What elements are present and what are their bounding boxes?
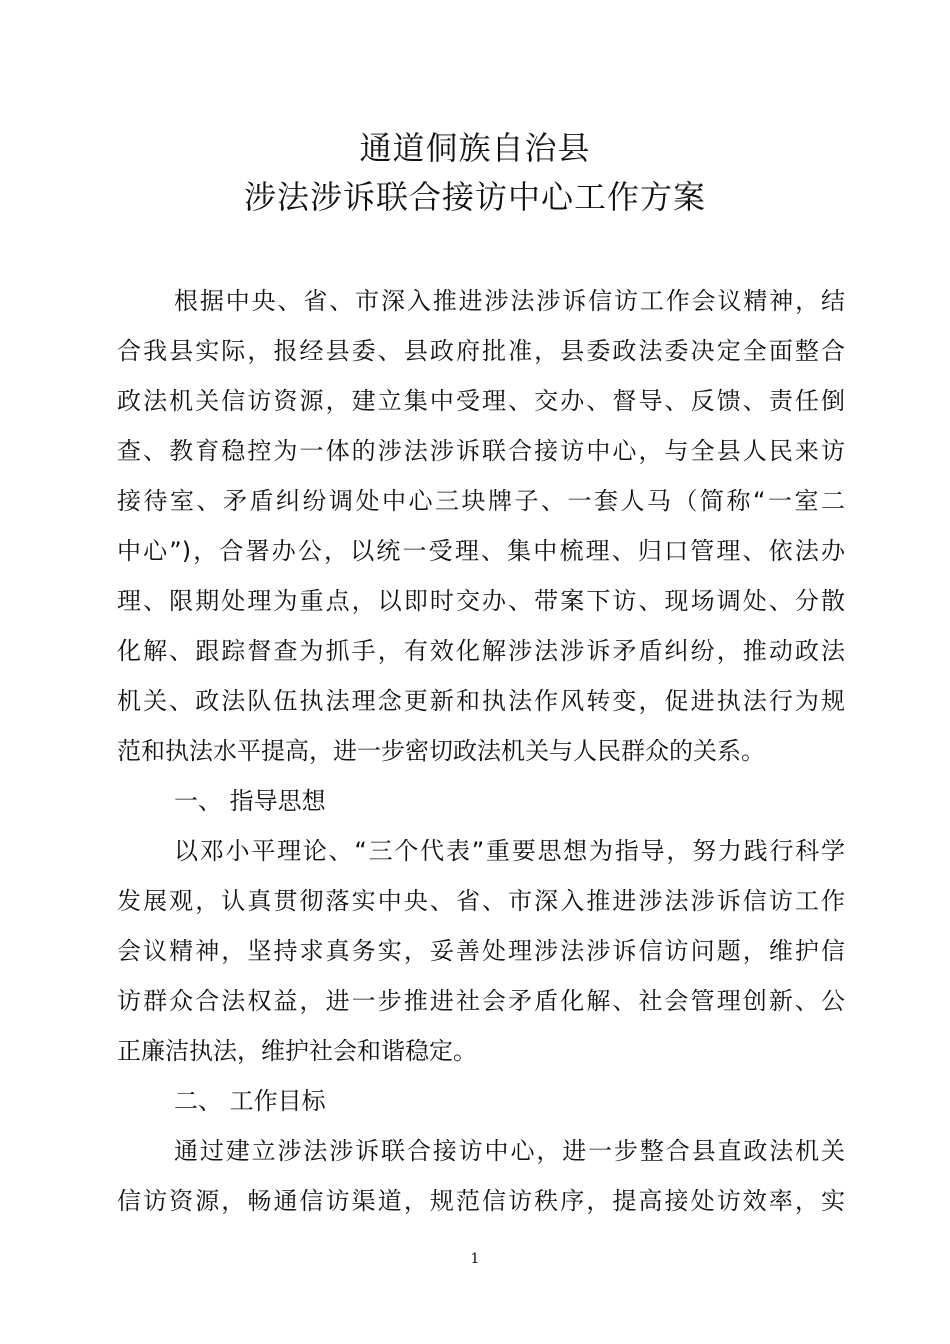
section1-line: 会议精神，坚持求真务实，妥善处理涉法涉诉信访问题，维护信 [117, 937, 845, 965]
intro-line: 接待室、矛盾纠纷调处中心三块牌子、一套人马（简称“一室二 [117, 487, 845, 515]
document-title-line1: 通道侗族自治县 [359, 129, 591, 167]
section1-line: 以邓小平理论、“三个代表”重要思想为指导，努力践行科学 [174, 837, 845, 865]
intro-line: 机关、政法队伍执法理念更新和执法作风转变，促进执法行为规 [117, 687, 845, 715]
document-body [117, 276, 845, 1226]
intro-line: 政法机关信访资源，建立集中受理、交办、督导、反馈、责任倒 [117, 387, 845, 415]
section-heading-guiding-ideology: 一、 指导思想 [174, 787, 326, 815]
section1-line: 正廉洁执法，维护社会和谐稳定。 [117, 1037, 477, 1065]
section1-line: 访群众合法权益，进一步推进社会矛盾化解、社会管理创新、公 [117, 987, 845, 1015]
page-number: 1 [470, 1251, 480, 1267]
intro-line: 化解、跟踪督查为抓手，有效化解涉法涉诉矛盾纠纷，推动政法 [117, 637, 845, 665]
document-title-line2: 涉法涉诉联合接访中心工作方案 [243, 178, 706, 216]
intro-line: 根据中央、省、市深入推进涉法涉诉信访工作会议精神，结 [174, 287, 845, 315]
section1-line: 发展观，认真贯彻落实中央、省、市深入推进涉法涉诉信访工作 [117, 887, 845, 915]
intro-line: 范和执法水平提高，进一步密切政法机关与人民群众的关系。 [117, 737, 765, 765]
intro-line: 理、限期处理为重点，以即时交办、带案下访、现场调处、分散 [117, 587, 845, 615]
section-heading-work-goals: 二、 工作目标 [174, 1087, 326, 1115]
section2-line: 通过建立涉法涉诉联合接访中心，进一步整合县直政法机关 [174, 1137, 845, 1165]
intro-line: 中心”)，合署办公，以统一受理、集中梳理、归口管理、依法办 [117, 537, 845, 565]
section2-line: 信访资源，畅通信访渠道，规范信访秩序，提高接处访效率，实 [117, 1187, 845, 1215]
intro-line: 查、教育稳控为一体的涉法涉诉联合接访中心，与全县人民来访 [117, 437, 845, 465]
intro-line: 合我县实际，报经县委、县政府批准，县委政法委决定全面整合 [117, 337, 845, 365]
